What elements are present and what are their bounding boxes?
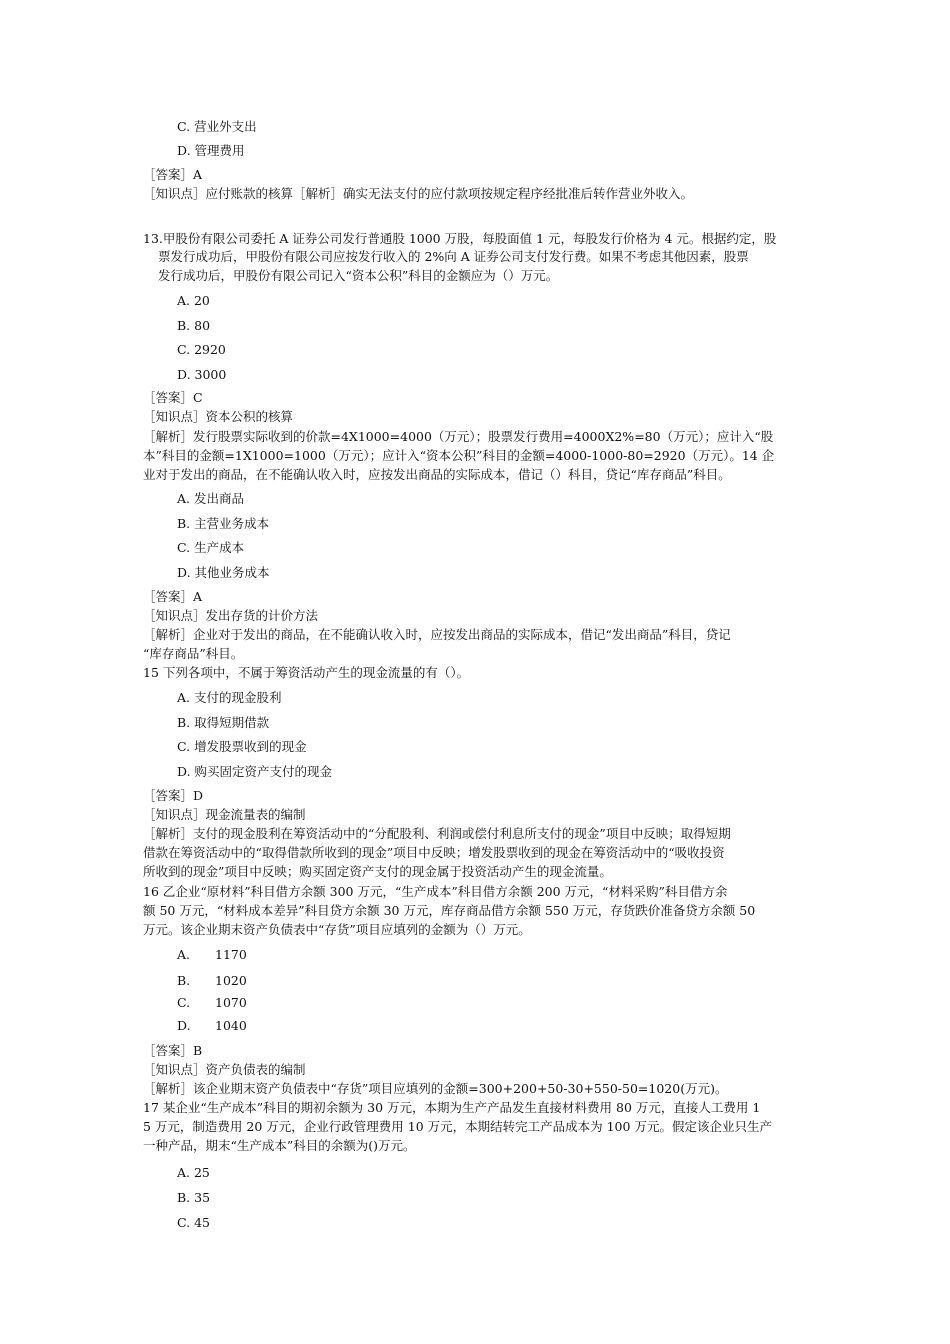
q12-option-d: D. 管理费用 — [177, 143, 245, 158]
q14-option-c: C. 生产成本 — [177, 540, 245, 555]
q12-option-c: C. 营业外支出 — [177, 119, 257, 134]
option-letter: D. — [177, 1018, 191, 1033]
q16-option-d — [177, 1017, 247, 1034]
q16-answer: ［答案］B — [143, 1043, 203, 1058]
q14-answer: ［答案］A — [143, 589, 203, 604]
q15-answer: ［答案］D — [143, 788, 204, 803]
option-letter: A. — [177, 947, 191, 962]
q15-option-a: A. 支付的现金股利 — [177, 690, 282, 705]
q15-analysis-line2: 借款在筹资活动中的“取得借款所收到的现金”项目中反映；增发股票收到的现金在筹资活动中的“吸收投资 — [143, 845, 725, 860]
q17-stem-line1: 17 某企业“生产成本”科目的期初余额为 30 万元，本期为生产产品发生直接材料费用 80 万元，直接人工费用 1 — [143, 1100, 761, 1115]
q14-option-d: D. 其他业务成本 — [177, 565, 270, 580]
q17-option-b: B. 35 — [177, 1190, 211, 1205]
option-letter: B. — [177, 973, 191, 988]
q14-option-b: B. 主营业务成本 — [177, 516, 270, 531]
q15-knowledge: ［知识点］现金流量表的编制 — [143, 807, 306, 822]
q13-stem-line2: 票发行成功后，甲股份有限公司应按发行收入的 2%向 A 证券公司支付发行费。如果不考虑其他因素，股票 — [158, 249, 749, 264]
q16-stem-line1: 16 乙企业“原材料”科目借方余额 300 万元，“生产成本”科目借方余额 200 万元，“材料采购”科目借方余 — [143, 884, 728, 899]
q13-answer: ［答案］C — [143, 390, 203, 405]
q12-answer: ［答案］A — [143, 167, 203, 182]
q13-knowledge: ［知识点］资本公积的核算 — [143, 409, 294, 424]
q15-stem: 15 下列各项中，不属于筹资活动产生的现金流量的有（）。 — [143, 665, 470, 680]
q13-analysis-line2: 本”科目的金额=1X1000=1000（万元）；应计入“资本公积”科目的金额=4000-1000-80=2920（万元）。14 企 — [143, 448, 775, 463]
q16-option-b — [177, 972, 247, 989]
q15-analysis-line1: ［解析］支付的现金股利在筹资活动中的“分配股利、利润或偿付利息所支付的现金”项目中反映；取得短期 — [143, 826, 731, 841]
q13-option-a: A. 20 — [177, 293, 210, 308]
q15-option-b: B. 取得短期借款 — [177, 715, 270, 730]
q16-stem-line2: 额 50 万元，“材料成本差异”科目贷方余额 30 万元，库存商品借方余额 550 万元，存货跌价准备贷方余额 50 — [143, 903, 756, 918]
q14-analysis-line2: “库存商品”科目。 — [143, 646, 244, 661]
option-value: 1070 — [215, 995, 247, 1010]
q17-option-a: A. 25 — [177, 1165, 210, 1180]
option-value: 1040 — [215, 1018, 247, 1033]
q13-analysis-line1: ［解析］发行股票实际收到的价款=4X1000=4000（万元）；股票发行费用=4000X2%=80（万元）；应计入“股 — [143, 429, 774, 444]
q17-option-c: C. 45 — [177, 1215, 210, 1230]
q16-option-a — [177, 946, 247, 963]
q15-option-c: C. 增发股票收到的现金 — [177, 739, 307, 754]
q15-option-d: D. 购买固定资产支付的现金 — [177, 764, 333, 779]
q13-stem-line3: 发行成功后，甲股份有限公司记入“资本公积”科目的金额应为（）万元。 — [158, 268, 559, 283]
q16-stem-line3: 万元。该企业期末资产负债表中“存货”项目应填列的金额为（）万元。 — [143, 922, 531, 937]
q14-knowledge: ［知识点］发出存货的计价方法 — [143, 608, 319, 623]
q13-analysis-line3: 业对于发出的商品，在不能确认收入时，应按发出商品的实际成本，借记（）科目，贷记“库存商品”科目。 — [143, 467, 731, 482]
q14-analysis-line1: ［解析］企业对于发出的商品，在不能确认收入时，应按发出商品的实际成本，借记“发出商品”科目，贷记 — [143, 627, 731, 642]
q12-knowledge: ［知识点］应付账款的核算［解析］确实无法支付的应付款项按规定程序经批准后转作营业外收入。 — [143, 186, 694, 201]
q16-analysis: ［解析］该企业期末资产负债表中“存货”项目应填列的金额=300+200+50-30+550-50=1020(万元)。 — [143, 1081, 728, 1096]
q17-stem-line3: 一种产品，期末“生产成本”科目的余额为()万元。 — [143, 1138, 416, 1153]
q13-option-c: C. 2920 — [177, 342, 226, 357]
q16-knowledge: ［知识点］资产负债表的编制 — [143, 1062, 306, 1077]
option-value: 1020 — [215, 973, 247, 988]
q15-analysis-line3: 所收到的现金”项目中反映；购买固定资产支付的现金属于投资活动产生的现金流量。 — [143, 864, 612, 879]
q13-stem-line1: 13.甲股份有限公司委托 A 证券公司发行普通股 1000 万股，每股面值 1 元，每股发行价格为 4 元。根据约定，股 — [143, 231, 777, 246]
q13-option-d: D. 3000 — [177, 367, 227, 382]
q16-option-c — [177, 994, 247, 1011]
option-letter: C. — [177, 995, 191, 1010]
option-value: 1170 — [215, 947, 247, 962]
q13-option-b: B. 80 — [177, 318, 211, 333]
q17-stem-line2: 5 万元，制造费用 20 万元，企业行政管理费用 10 万元，本期结转完工产品成本为 100 万元。假定该企业只生产 — [143, 1119, 772, 1134]
q14-option-a: A. 发出商品 — [177, 491, 244, 506]
